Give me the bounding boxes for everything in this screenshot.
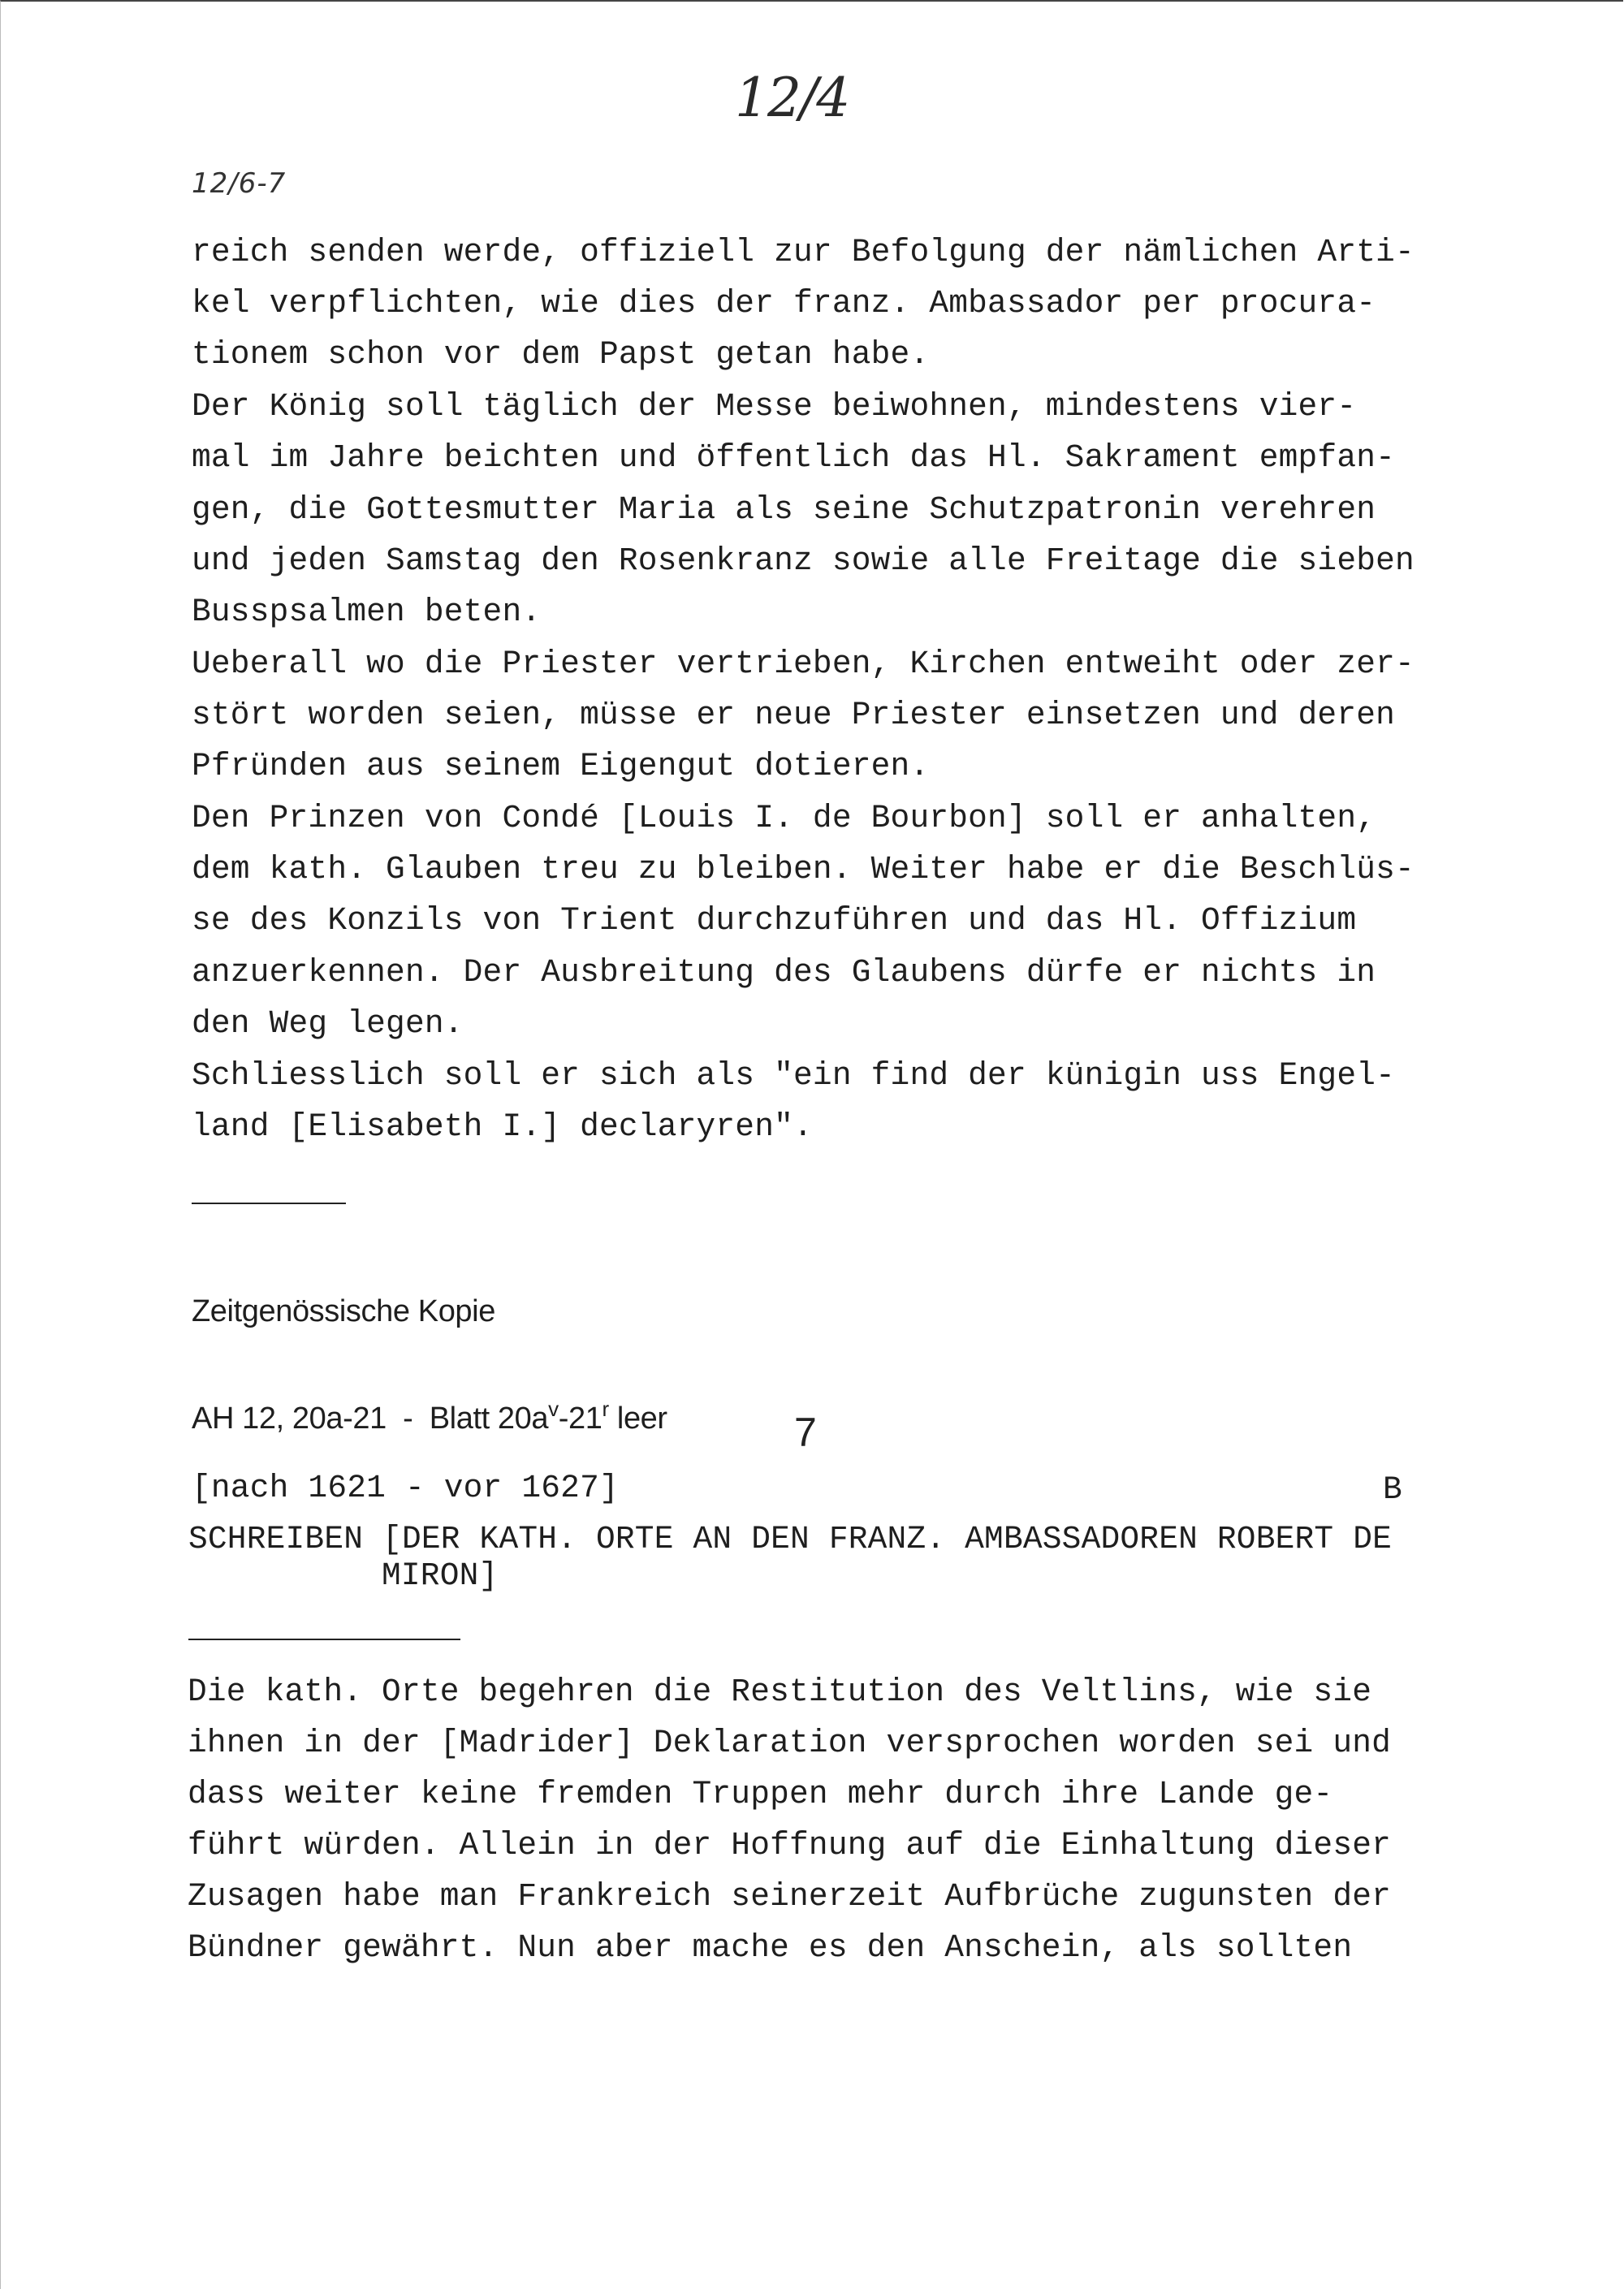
text-line: Der König soll täglich der Messe beiwohnen, mindestens vier- [192,388,1357,425]
text-line: Busspsalmen beten. [192,594,542,630]
document-number: 7 [794,1410,817,1455]
text-line: Schliesslich soll er sich als "ein find der künigin uss Engel- [192,1057,1396,1094]
document-title-line-1: SCHREIBEN [DER KATH. ORTE AN DEN FRANZ. AMBASSADOREN ROBERT DE [188,1521,1393,1557]
text-line: Zusagen habe man Frankreich seinerzeit Aufbrüche zugunsten der [188,1878,1392,1915]
text-line: anzuerkennen. Der Ausbreitung des Glaubens dürfe er nichts in [192,954,1376,991]
folio-handwritten-mark: 12/4 [735,67,849,129]
text-line: gen, die Gottesmutter Maria als seine Schutzpatronin verehren [192,491,1376,528]
text-line: se des Konzils von Trient durchzuführen und das Hl. Offizium [192,902,1357,939]
source-note [192,1222,667,1472]
source-note-line-1: Zeitgenössische Kopie [192,1294,495,1328]
text-line: ihnen in der [Madrider] Deklaration versprochen worden sei und [188,1725,1392,1761]
text-line: tionem schon vor dem Papst getan habe. [192,336,930,373]
text-line: und jeden Samstag den Rosenkranz sowie alle Freitage die sieben [192,542,1415,579]
source-note-divider [192,1203,346,1204]
text-line: führt würden. Allein in der Hoffnung auf die Einhaltung dieser [188,1827,1392,1864]
text-line: land [Elisabeth I.] declaryren". [192,1108,813,1145]
recto-superscript: r [602,1397,609,1421]
document-date: [nach 1621 - vor 1627] [192,1470,619,1506]
source-note-suffix: leer [608,1401,667,1436]
text-line: mal im Jahre beichten und öffentlich das Hl. Sakrament empfan- [192,439,1396,476]
text-line: stört worden seien, müsse er neue Priester einsetzen und deren [192,697,1396,733]
title-divider [188,1639,460,1640]
source-note-range: -21 [558,1401,603,1436]
page-reference: 12/6-7 [192,167,287,200]
text-line: den Weg legen. [192,1005,464,1042]
text-line: dem kath. Glauben treu zu bleiben. Weiter habe er die Beschlüs- [192,851,1415,888]
source-note-line-2 [192,1397,667,1436]
text-line: Die kath. Orte begehren die Restitution des Veltlins, wie sie [188,1674,1372,1710]
verso-superscript: v [548,1397,559,1421]
text-line: Bündner gewährt. Nun aber mache es den Anschein, als sollten [188,1929,1353,1966]
text-line: Pfründen aus seinem Eigengut dotieren. [192,748,930,784]
text-line: kel verpflichten, wie dies der franz. Ambassador per procura- [192,285,1376,322]
text-line: Ueberall wo die Priester vertrieben, Kirchen entweiht oder zer- [192,646,1415,682]
document-title-line-2: MIRON] [382,1557,499,1594]
text-line: Den Prinzen von Condé [Louis I. de Bourbon] soll er anhalten, [192,800,1376,836]
text-line: dass weiter keine fremden Truppen mehr durch ihre Lande ge- [188,1776,1333,1812]
text-line: reich senden werde, offiziell zur Befolgung der nämlichen Arti- [192,234,1415,270]
source-note-prefix: AH 12, 20a-21 - Blatt 20a [192,1401,549,1436]
document-marker: B [1383,1471,1402,1508]
